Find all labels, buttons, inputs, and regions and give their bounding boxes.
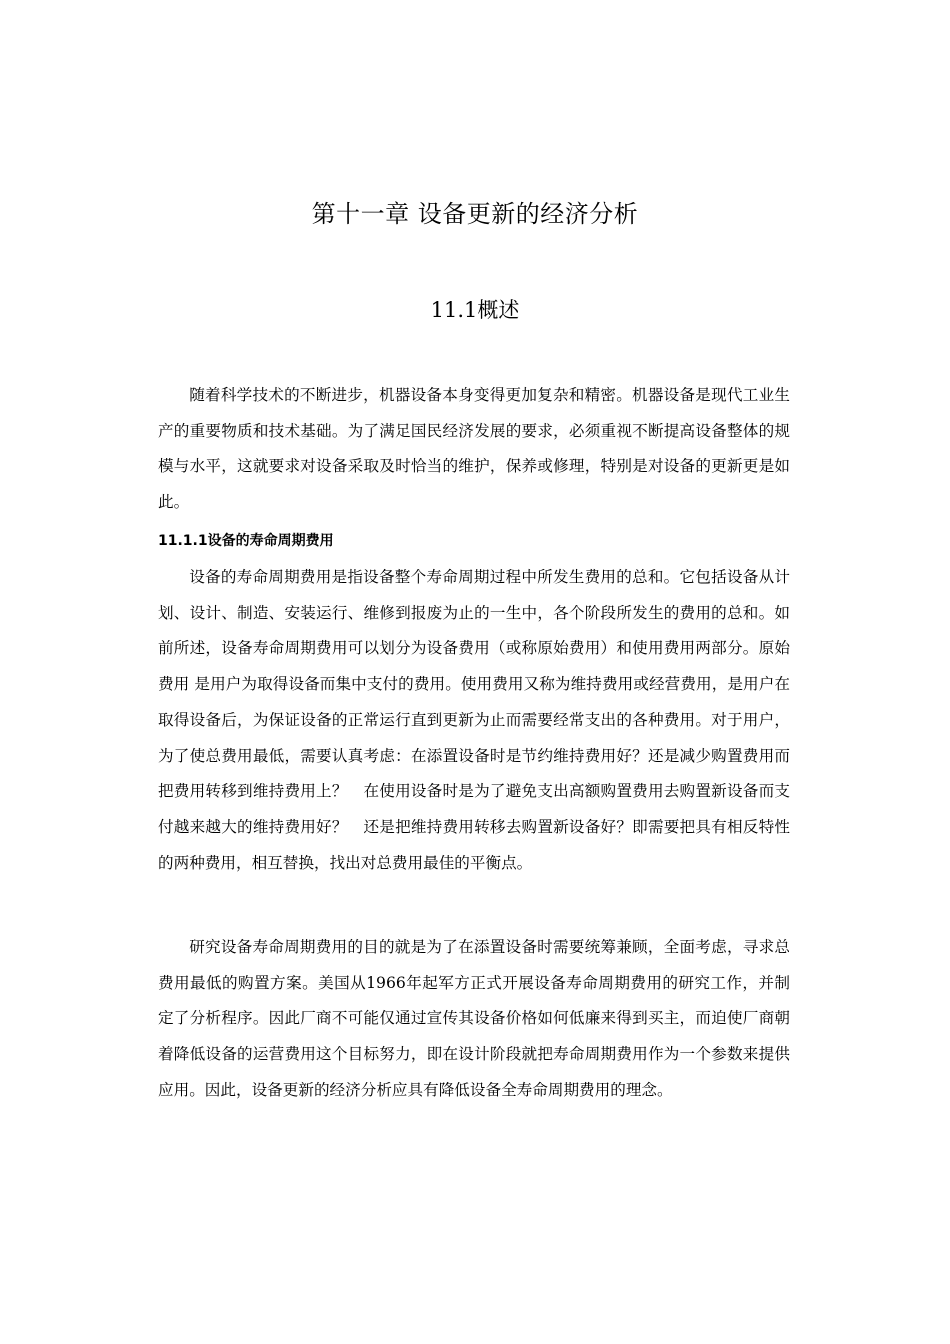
- paragraph-research-purpose: 研究设备寿命周期费用的目的就是为了在添置设备时需要统筹兼顾，全面考虑，寻求总费用最低的购置方案。美国从1966年起军方正式开展设备寿命周期费用的研究工作，并制定了分析程序。因此厂商不可能仅通过宣传其设备价格如何低廉来得到买主，而迫使厂商朝着降低设备的运营费用这个目标努力，即在设计阶段就把寿命周期费用作为一个参数来提供应用。因此，设备更新的经济分析应具有降低设备全寿命周期费用的理念。: [158, 938, 790, 1099]
- paragraph-lifecycle-cost: 设备的寿命周期费用是指设备整个寿命周期过程中所发生费用的总和。它包括设备从计划、设计、制造、安装运行、维修到报废为止的一生中，各个阶段所发生的费用的总和。如前所述，设备寿命周期费用可以划分为设备费用（或称原始费用）和使用费用两部分。原始费用 是用户为取得设备而集中支付的费用。使用费用又称为维持费用或经营费用，是用户在取得设备后，为保证设备的正常运行直到更新为止而需要经常支出的各种费用。对于用户，为了使总费用最低，需要认真考虑：在添置设备时是节约维持费用好？还是减少购置费用而把费用转移到维持费用上？ 在使用设备时是为了避免支出高额购置费用去购置新设备而支付越来越大的维持费用好？ 还是把维持费用转移去购置新设备好？即需要把具有相反特性的两种费用，相互替换，找出对总费用最佳的平衡点。: [158, 568, 790, 872]
- paragraph-intro: 随着科学技术的不断进步，机器设备本身变得更加复杂和精密。机器设备是现代工业生产的重要物质和技术基础。为了满足国民经济发展的要求，必须重视不断提高设备整体的规模与水平，这就要求对设备采取及时恰当的维护，保养或修理，特别是对设备的更新更是如此。: [158, 386, 790, 512]
- chapter-title: 第十一章 设备更新的经济分析: [311, 200, 639, 228]
- subsection-heading: 11.1.1设备的寿命周期费用: [158, 533, 334, 549]
- section-title: 11.1概述: [430, 298, 520, 322]
